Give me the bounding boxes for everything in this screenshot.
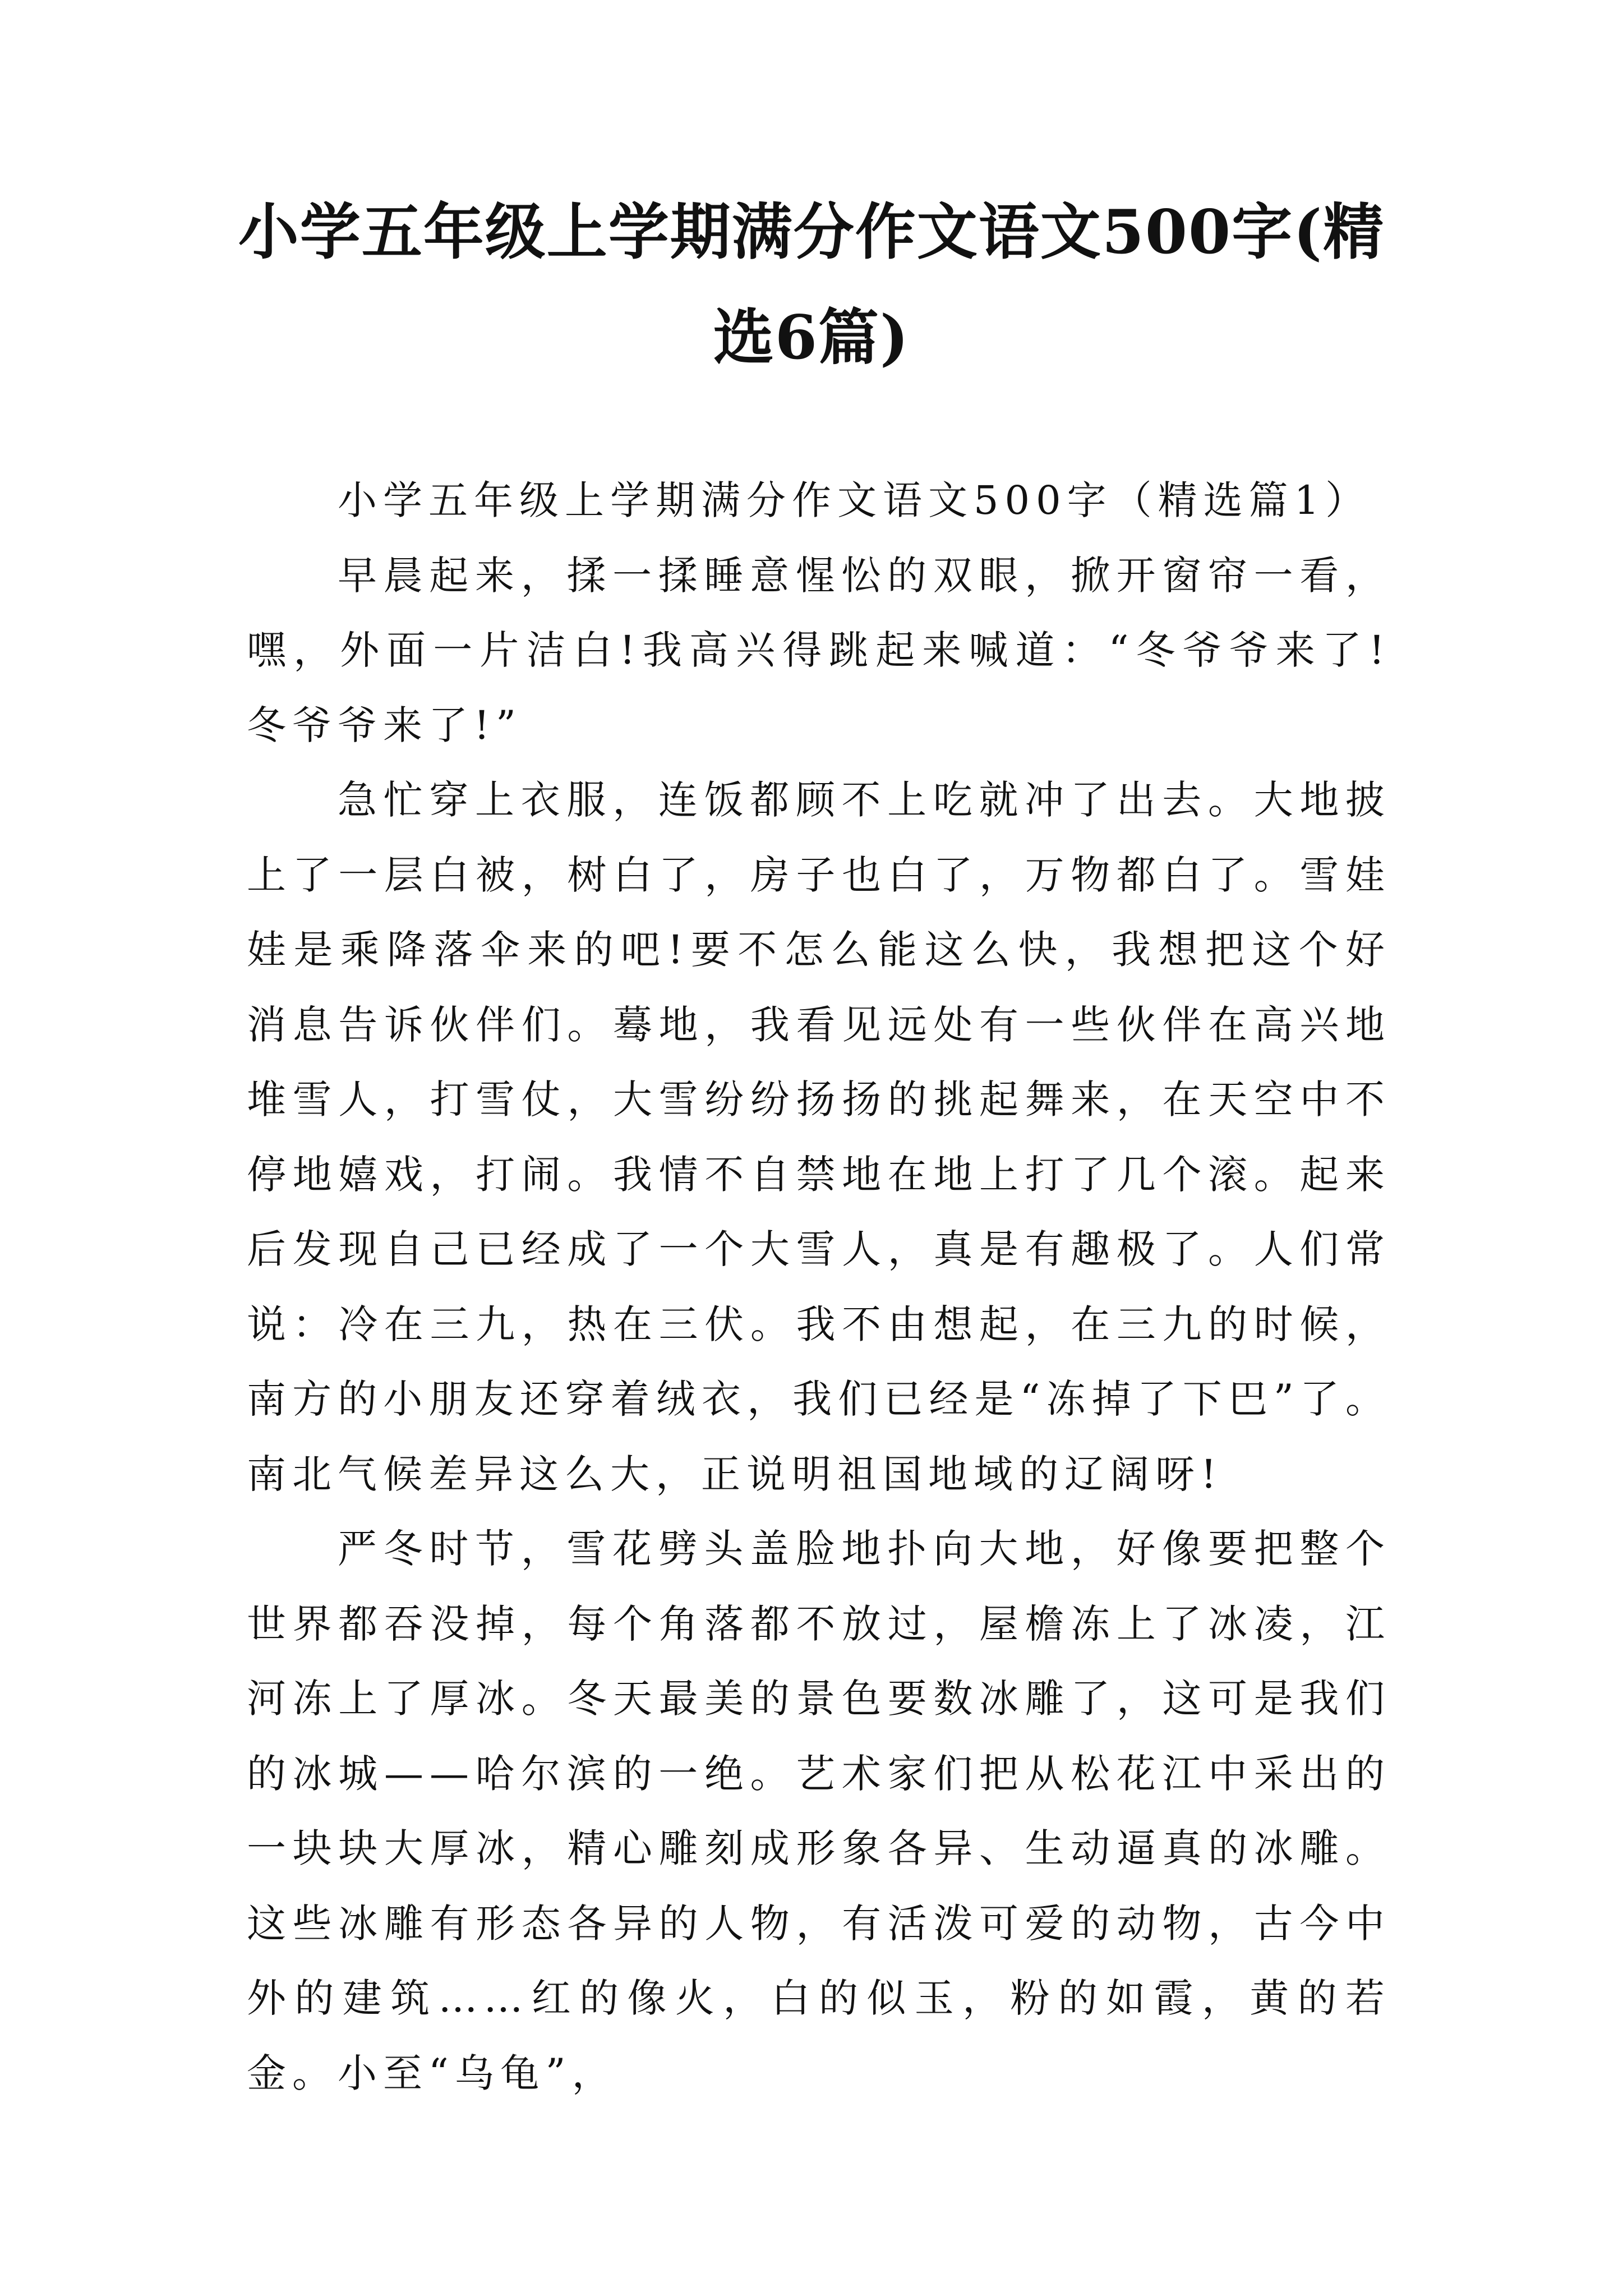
document-body	[247, 463, 1391, 2111]
paragraph: 早晨起来，揉一揉睡意惺忪的双眼，掀开窗帘一看，嘿，外面一片洁白!我高兴得跳起来喊道：“冬爷爷来了!冬爷爷来了!”	[247, 552, 1391, 748]
document-title: 小学五年级上学期满分作文语文500字(精选6篇)	[238, 197, 1385, 373]
paragraph: 急忙穿上衣服，连饭都顾不上吃就冲了出去。大地披上了一层白被，树白了，房子也白了，万物都白了。雪娃娃是乘降落伞来的吧!要不怎么能这么快，我想把这个好消息告诉伙伴们。蓦地，我看见远处有一些伙伴在高兴地堆雪人，打雪仗，大雪纷纷扬扬的挑起舞来，在天空中不停地嬉戏，打闹。我情不自禁地在地上打了几个滚。起来后发现自己已经成了一个大雪人，真是有趣极了。人们常说：冷在三九，热在三伏。我不由想起，在三九的时候，南方的小朋友还穿着绒衣，我们已经是“冻掉了下巴”了。南北气候差异这么大，正说明祖国地域的辽阔呀!	[247, 777, 1391, 1497]
paragraph: 严冬时节，雪花劈头盖脸地扑向大地，好像要把整个世界都吞没掉，每个角落都不放过，屋檐冻上了冰凌，江河冻上了厚冰。冬天最美的景色要数冰雕了，这可是我们的冰城——哈尔滨的一绝。艺术家们把从松花江中采出的一块块大厚冰，精心雕刻成形象各异、生动逼真的冰雕。这些冰雕有形态各异的人物，有活泼可爱的动物，古今中外的建筑……红的像火，白的似玉，粉的如霞，黄的若金。小至“乌龟”，	[247, 1526, 1391, 2096]
section-heading: 小学五年级上学期满分作文语文500字（精选篇1）	[338, 477, 1371, 523]
